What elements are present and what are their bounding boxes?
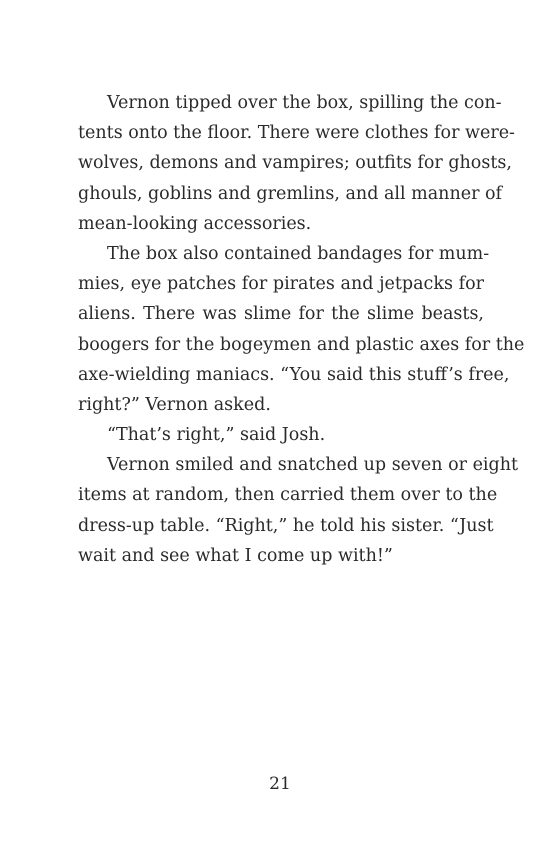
text-line: “That’s right,” said Josh. (107, 425, 326, 446)
paragraph-2 (78, 239, 525, 420)
page-number: 21 (269, 774, 291, 794)
text-line: Vernon tipped over the box, spilling the con- (107, 93, 502, 113)
paragraph-4 (78, 450, 519, 571)
text-line: dress-up table. “Right,” he told his sister. “Just (78, 515, 494, 536)
text-line: ghouls, goblins and gremlins, and all manner of (78, 183, 503, 204)
text-line: tents onto the floor. There were clothes for were- (78, 123, 515, 144)
paragraph-1 (78, 88, 515, 239)
text-line: items at random, then carried them over to the (78, 485, 498, 506)
body-text (78, 88, 525, 571)
text-line: wait and see what I come up with!” (78, 545, 393, 566)
text-line: right?” Vernon asked. (78, 394, 271, 415)
text-line: aliens. There was slime for the slime beasts, (78, 304, 484, 325)
text-line: mean-looking accessories. (78, 213, 312, 234)
text-line: boogers for the bogeymen and plastic axes for the (78, 334, 525, 355)
text-line: wolves, demons and vampires; outfits for ghosts, (78, 153, 512, 174)
text-line: The box also contained bandages for mum- (107, 243, 490, 264)
text-line: axe-wielding maniacs. “You said this stuff’s free, (78, 364, 510, 385)
paragraph-3 (78, 420, 484, 450)
text-line: Vernon smiled and snatched up seven or eight (107, 455, 519, 476)
text-line: mies, eye patches for pirates and jetpacks for (78, 274, 484, 295)
